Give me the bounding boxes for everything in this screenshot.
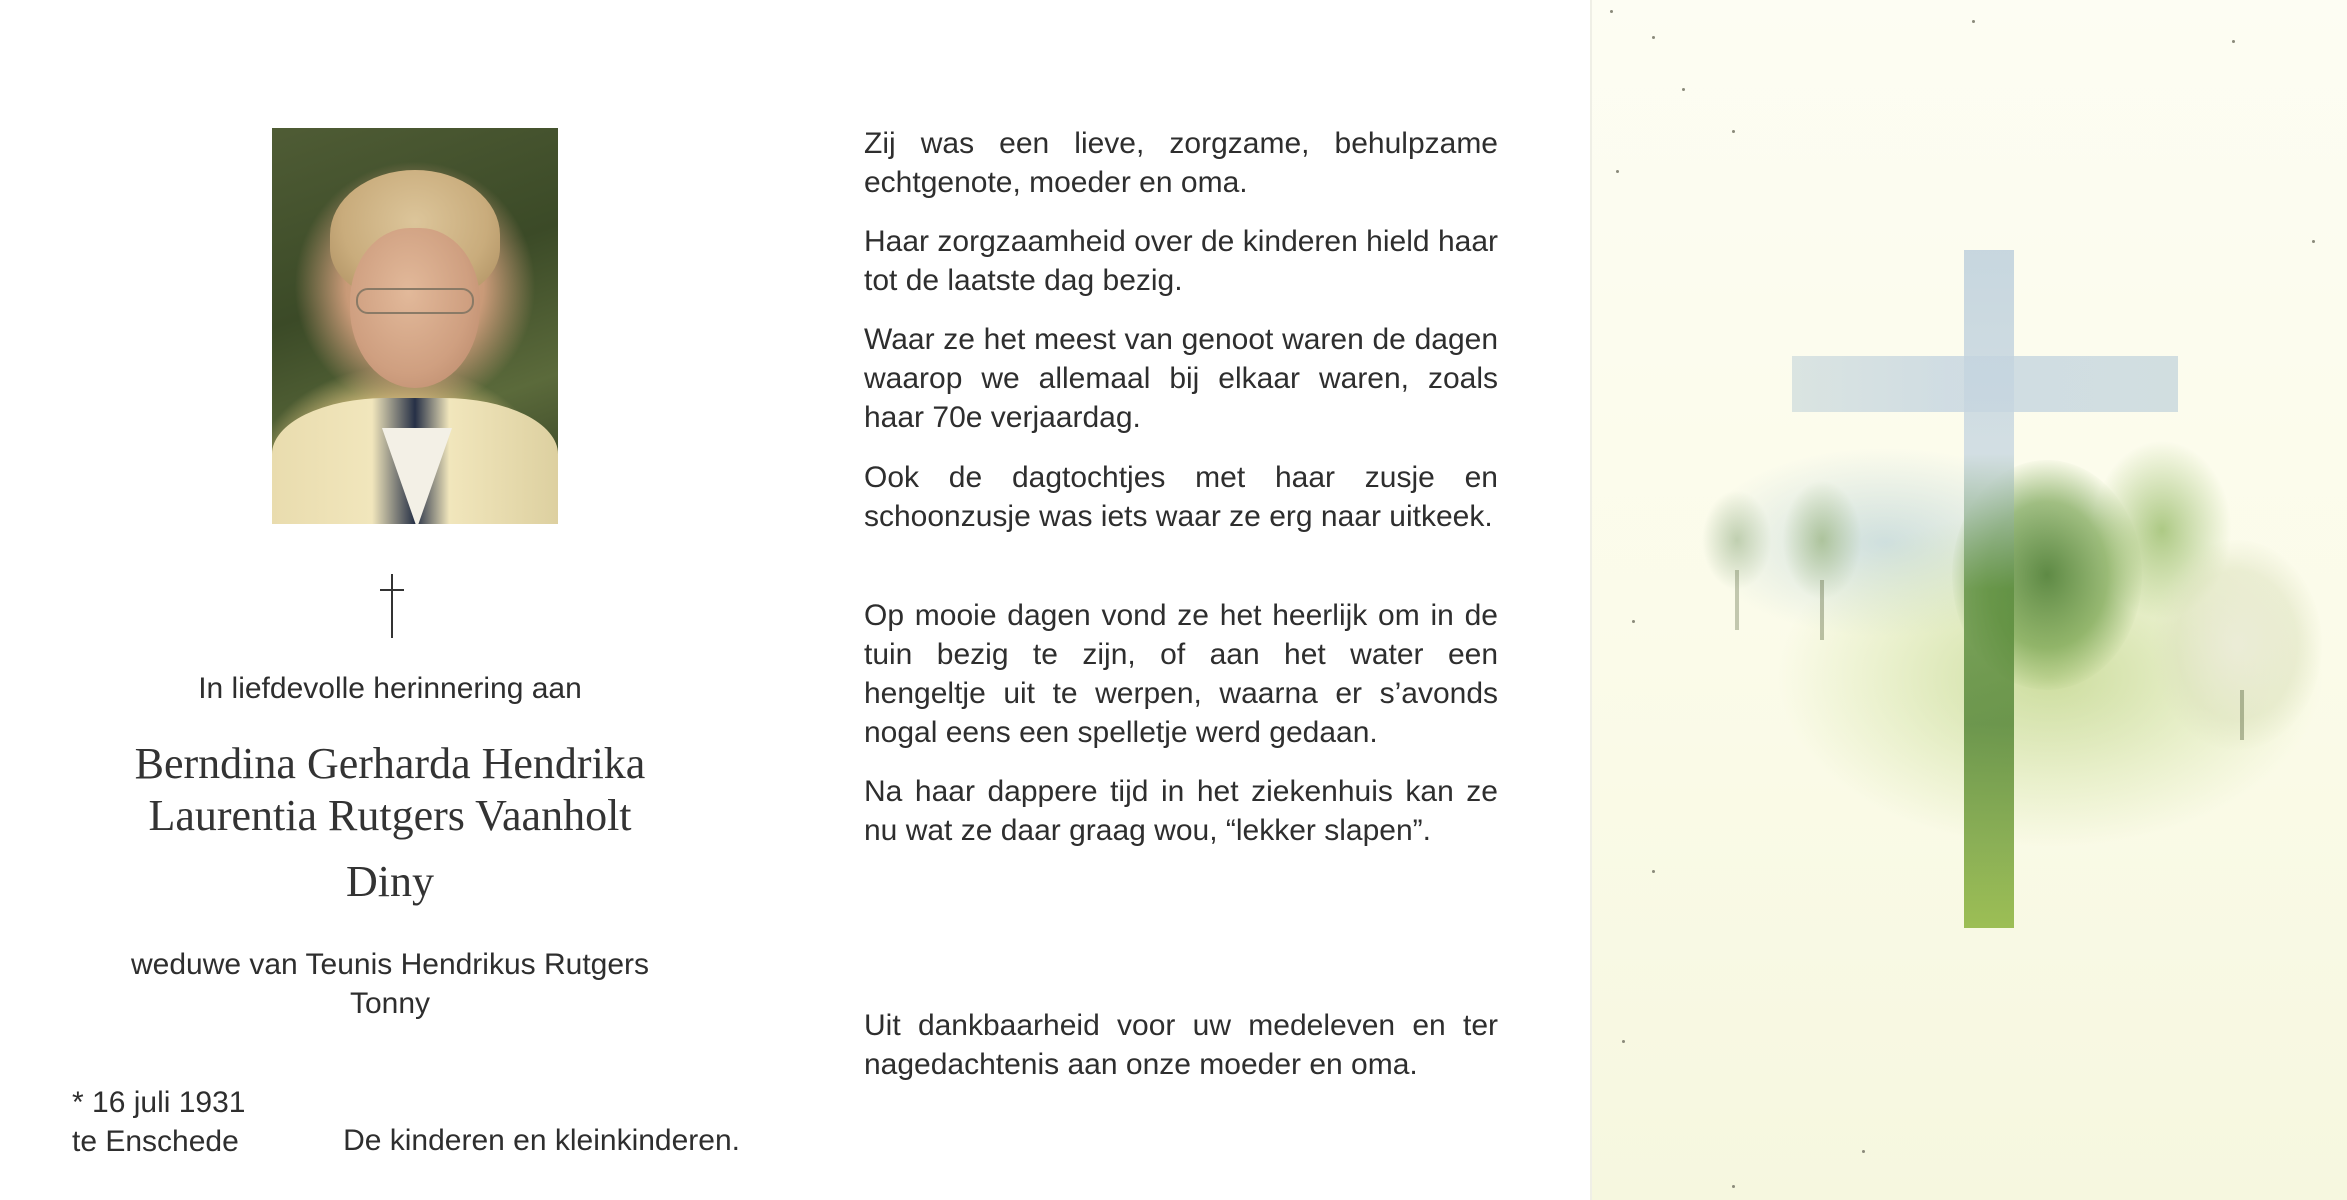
verse-1: Zij was een lieve, zorgzame, behulpzame echtgenote, moeder en oma. [864,127,1498,199]
birth-date: * 16 juli 1931 [72,1086,246,1119]
verse-6: Na haar dappere tijd in het ziekenhuis kan ze nu wat ze daar graag wou, “lekker slapen”. [864,775,1498,847]
verse-4: Ook de dagtochtjes met haar zusje en schoonzusje was iets waar ze erg naar uitkeek. [864,461,1498,533]
portrait-photo [272,128,558,524]
verse-3: Waar ze het meest van genoot waren de dagen waarop we allemaal bij elkaar waren, zoals haar 70e verjaardag. [864,323,1498,434]
birth-place: te Enschede [72,1125,239,1158]
intro-text: In liefdevolle herinnering aan [198,672,582,705]
name-line-2: Laurentia Rutgers Vaanholt [148,791,632,840]
verse-5: Op mooie dagen vond ze het heerlijk om in de tuin bezig te zijn, of aan het water een hengeltje uit te werpen, waarna er s’avonds nogal eens een spelletje werd gedaan. [864,599,1498,749]
gratitude-text: Uit dankbaarheid voor uw medeleven en ter nagedachtenis aan onze moeder en oma. [864,1009,1498,1081]
portrait-glasses [356,288,474,314]
tree-blossom [2152,540,2322,750]
widow-line-1: weduwe van Teunis Hendrikus Rutgers [130,948,650,981]
cross-vertical-beam [1964,250,2014,928]
verse-2: Haar zorgzaamheid over de kinderen hield haar tot de laatste dag bezig. [864,225,1498,297]
cross-icon [374,574,410,638]
right-page-illustration [1592,0,2347,1200]
nickname: Diny [346,857,434,906]
signature: De kinderen en kleinkinderen. [343,1124,740,1157]
name-line-1: Berndina Gerharda Hendrika [134,739,646,788]
widow-line-2: Tonny [349,987,431,1020]
